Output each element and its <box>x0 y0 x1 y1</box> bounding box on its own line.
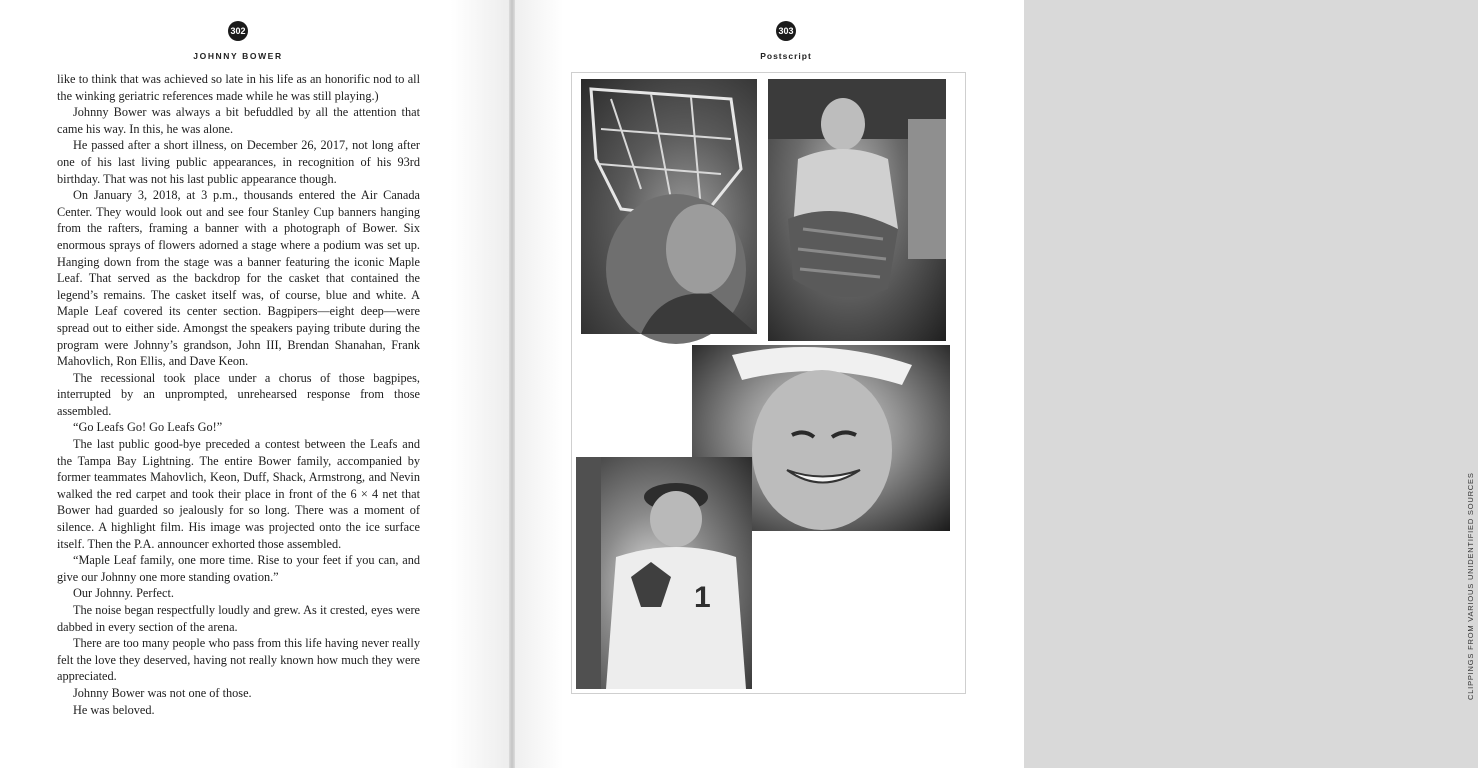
paragraph: The last public good-bye preceded a contest between the Leafs and the Tampa Bay Lightning. The entire Bower family, accompanied by former teammates Mahovlich, Keon, Duff, Shack, Armstrong, and Nevin walked the red carpet and took their place in front of the 6 × 4 net that Bower had guarded so jealously for so long. There was a moment of silence. A highlight film. His image was projected onto the ice surface itself. Then the P.A. announcer exhorted those assembled. <box>57 437 420 551</box>
paragraph: On January 3, 2018, at 3 p.m., thousands entered the Air Canada Center. They would look out and see four Stanley Cup banners hanging from the rafters, framing a banner with a photograph of Bower. Six enormous sprays of flowers adorned a stage where a podium was set up. Hanging down from the stage was a banner featuring the iconic Maple Leaf. That served as the backdrop for the casket that contained the legend’s remains. The casket itself was, of course, blue and white. A Maple Leaf covered its center section. Bagpipers—eight deep—were spread out to either side. Amongst the speakers paying tribute during the program were Johnny’s grandson, John III, Brendan Shanahan, Frank Mahovlich, Ron Ellis, and Dave Keon. <box>57 188 420 369</box>
goalie-mask-photo <box>581 79 757 334</box>
paragraph: There are too many people who pass from this life having never really felt the love they deserved, having not really known how much they were appreciated. <box>57 636 420 684</box>
paragraph: He was beloved. <box>73 702 155 717</box>
left-page <box>0 0 512 768</box>
body-text <box>57 71 420 718</box>
paragraph: “Maple Leaf family, one more time. Rise to your feet if you can, and give our Johnny one more standing ovation.” <box>57 553 420 584</box>
paragraph: Johnny Bower was not one of those. <box>73 685 252 700</box>
paragraph: Johnny Bower was always a bit befuddled by all the attention that came his way. In this, he was alone. <box>57 105 420 136</box>
paragraph: The recessional took place under a chorus of those bagpipes, interrupted by an unprompted, unrehearsed response from those assembled. <box>57 370 420 418</box>
photo-credit: CLIPPINGS FROM VARIOUS UNIDENTIFIED SOURCES <box>1466 472 1475 700</box>
paragraph: like to think that was achieved so late in his life as an honorific nod to all the winking geriatric references made while he was still playing.) <box>57 72 420 103</box>
paragraph: Our Johnny. Perfect. <box>73 586 174 601</box>
book-spine <box>509 0 515 768</box>
right-page <box>512 0 1475 768</box>
paragraph: “Go Leafs Go! Go Leafs Go!” <box>73 420 223 435</box>
goalie-pads-photo <box>768 79 946 341</box>
page-number-badge: 302 <box>228 21 248 41</box>
running-head: Postscript <box>760 51 812 61</box>
running-head: JOHNNY BOWER <box>193 51 283 61</box>
page-number-badge: 303 <box>776 21 796 41</box>
paragraph: He passed after a short illness, on December 26, 2017, not long after one of his last living public appearances, in recognition of his 93rd birthday. That was not his last public appearance though. <box>57 138 420 186</box>
svg-text:1: 1 <box>694 581 711 614</box>
paragraph: The noise began respectfully loudly and grew. As it crested, eyes were dabbed in every section of the arena. <box>57 603 420 634</box>
leafs-jersey-photo <box>576 457 752 689</box>
photo-collage <box>571 72 966 694</box>
